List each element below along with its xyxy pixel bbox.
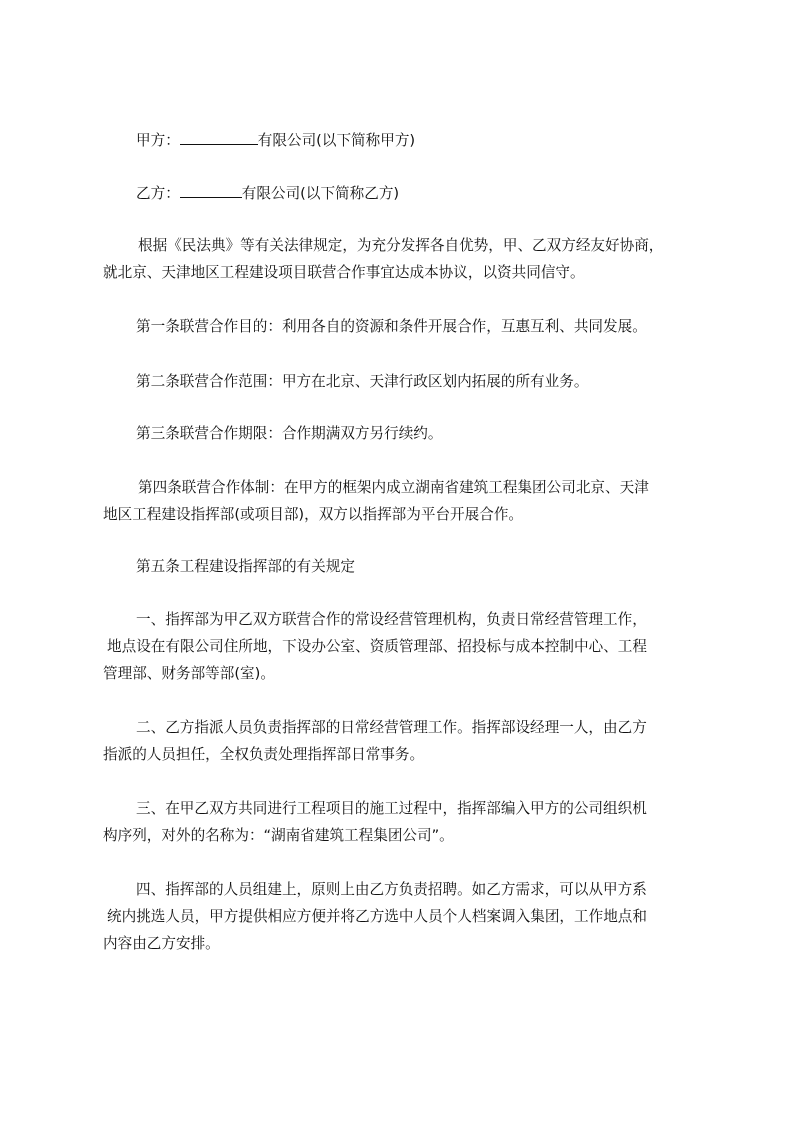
party-a-line [0, 130, 793, 151]
party-b-line [0, 183, 793, 204]
clause-1-line-3: 管理部、财务部等部(室)。 [103, 665, 275, 682]
article-2: 第二条联营合作范围：甲方在北京、天津行政区划内拓展的所有业务。 [136, 373, 589, 390]
party-a-label: 甲方： [136, 132, 180, 149]
article-5-heading: 第五条工程建设指挥部的有关规定 [136, 558, 355, 575]
clause-2-line-2: 指派的人员担任，全权负责处理指挥部日常事务。 [103, 746, 425, 763]
clause-4-line-3: 内容由乙方安排。 [103, 935, 220, 952]
preamble-line-1: 根据《民法典》等有关法律规定，为充分发挥各自优势，甲、乙双方经友好协商， [138, 237, 664, 254]
clause-1-line-2: 地点设在有限公司住所地，下设办公室、资质管理部、招投标与成本控制中心、工程 [107, 638, 647, 655]
clause-3-line-2: 构序列，对外的名称为：“湖南省建筑工程集团公司”。 [103, 827, 454, 844]
article-1: 第一条联营合作目的：利用各自的资源和条件开展合作，互惠互利、共同发展。 [136, 318, 647, 335]
preamble-line-2: 就北京、天津地区工程建设项目联营合作事宜达成本协议，以资共同信守。 [103, 264, 585, 281]
party-b-name-blank [180, 183, 242, 198]
clause-4-line-1: 四、指挥部的人员组建上，原则上由乙方负责招聘。如乙方需求，可以从甲方系 [136, 881, 647, 898]
party-a-suffix: 有限公司(以下简称甲方) [257, 132, 416, 149]
article-4-line-1: 第四条联营合作体制：在甲方的框架内成立湖南省建筑工程集团公司北京、天津 [138, 479, 649, 496]
party-a-name-blank [180, 130, 258, 145]
party-b-suffix: 有限公司(以下简称乙方) [241, 185, 400, 202]
party-b-label: 乙方： [136, 185, 180, 202]
clause-2-line-1: 二、乙方指派人员负责指挥部的日常经营管理工作。指挥部设经理一人，由乙方 [136, 719, 647, 736]
article-4-line-2: 地区工程建设指挥部(或项目部)，双方以指挥部为平台开展合作。 [103, 506, 524, 523]
clause-1-line-1: 一、指挥部为甲乙双方联营合作的常设经营管理机构，负责日常经营管理工作， [136, 611, 647, 628]
clause-3-line-1: 三、在甲乙双方共同进行工程项目的施工过程中，指挥部编入甲方的公司组织机 [136, 800, 647, 817]
clause-4-line-2: 统内挑选人员，甲方提供相应方便并将乙方选中人员个人档案调入集团，工作地点和 [107, 908, 647, 925]
article-3: 第三条联营合作期限：合作期满双方另行续约。 [136, 425, 443, 442]
